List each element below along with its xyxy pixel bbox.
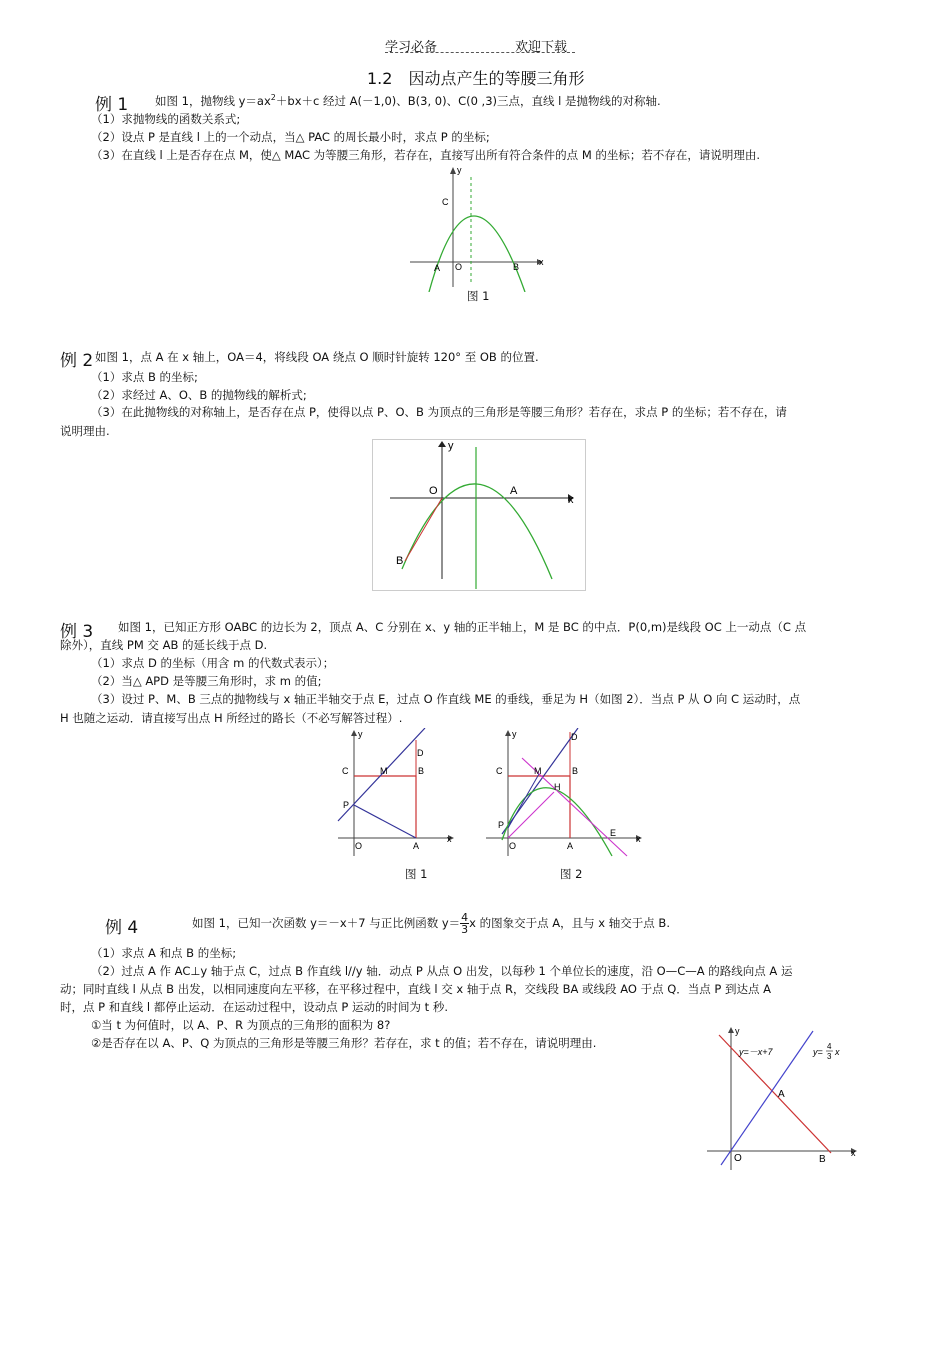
ex4-stem-a: 如图 1，已知一次函数 y＝－x＋7 与正比例函数 y＝ [192, 916, 461, 930]
ex4-label: 例 4 [105, 918, 139, 938]
ex3-fig1-M: M [380, 766, 388, 776]
ex3-fig1-x: x [447, 834, 452, 844]
ex1-fig-O: O [455, 262, 463, 272]
ex2-figure [372, 439, 586, 591]
ex4-fig-line2-a: y= [813, 1047, 823, 1057]
ex3-fig2-C: C [496, 766, 503, 776]
ex2-q3: （3）在此抛物线的对称轴上，是否存在点 P，使得以点 P、O、B 为顶点的三角形是等腰三角形？若存在，求点 P 的坐标；若不存在，请 [91, 405, 787, 419]
header-divider [385, 52, 575, 53]
ex4-frac-num: 4 [461, 911, 469, 924]
ex4-fig-O: O [734, 1153, 742, 1164]
ex1-stem-sup: 2 [270, 93, 276, 102]
ex3-fig2-H: H [554, 782, 561, 792]
ex4-fig-line1: y=－x+7 [739, 1047, 773, 1057]
ex4-fig-frac-n: 4 [827, 1042, 832, 1051]
ex3-stem2: 除外），直线 PM 交 AB 的延长线于点 D. [60, 638, 268, 652]
ex3-fig1-P: P [343, 800, 350, 810]
ex1-fig-x: x [539, 257, 544, 267]
ex4-q2b: 动；同时直线 l 从点 B 出发，以相同速度向左平移，在平移过程中，直线 l 交 x 轴于点 R，交线段 BA 或线段 AO 于点 Q．当点 P 到达点 A [60, 982, 772, 996]
ex4-stem [192, 909, 670, 937]
ex2-q2: （2）求经过 A、O、B 的抛物线的解析式; [91, 388, 307, 402]
ex4-q2c: 时，点 P 和直线 l 都停止运动．在运动过程中，设动点 P 运动的时间为 t 秒. [60, 1000, 448, 1014]
ex3-fig2-y: y [512, 729, 517, 739]
ex2-q1: （1）求点 B 的坐标; [91, 370, 198, 384]
ex2-q3b: 说明理由. [60, 424, 110, 438]
ex4-q2: （2）过点 A 作 AC⊥y 轴于点 C，过点 B 作直线 l//y 轴．动点 P 从点 O 出发，以每秒 1 个单位长的速度，沿 O—C—A 的路线向点 A 运 [91, 964, 793, 978]
ex3-figure-2 [482, 728, 644, 860]
page-title: 1.2 因动点产生的等腰三角形 [367, 69, 585, 88]
ex1-fig-A: A [434, 263, 441, 273]
ex2-label: 例 2 [60, 351, 94, 371]
ex3-fig1-y: y [358, 729, 363, 739]
ex3-fig2-E: E [610, 828, 617, 838]
ex1-q2: （2）设点 P 是直线 l 上的一个动点，当△ PAC 的周长最小时，求点 P 的坐标; [91, 130, 490, 144]
ex3-label: 例 3 [60, 622, 94, 642]
ex4-s1: ①当 t 为何值时，以 A、P、R 为顶点的三角形的面积为 8? [91, 1018, 391, 1032]
ex3-caption-2: 图 2 [560, 867, 583, 881]
ex3-fig2-A: A [567, 841, 574, 851]
ex3-figure-1 [330, 728, 455, 860]
ex2-stem: 如图 1，点 A 在 x 轴上，OA＝4，将线段 OA 绕点 O 顺时针旋转 120° 至 OB 的位置. [95, 350, 539, 364]
ex4-q1: （1）求点 A 和点 B 的坐标; [91, 946, 237, 960]
ex1-stem [155, 94, 661, 110]
ex3-caption-1: 图 1 [405, 867, 428, 881]
ex1-stem-a: 如图 1，抛物线 y＝ax [155, 94, 271, 108]
ex3-stem: 如图 1，已知正方形 OABC 的边长为 2，顶点 A、C 分别在 x、y 轴的正半轴上，M 是 BC 的中点．P(0,m)是线段 OC 上一动点（C 点 [118, 620, 807, 634]
header-left: 学习必备 [385, 40, 438, 55]
ex4-frac-den: 3 [461, 923, 469, 936]
ex4-fig-x: x [851, 1148, 856, 1158]
ex4-fig-y: y [735, 1026, 740, 1036]
ex2-fig-A: A [510, 485, 518, 497]
ex3-fig1-D: D [417, 748, 424, 758]
ex1-fig-y: y [457, 165, 462, 175]
ex3-fig2-D: D [571, 732, 578, 742]
ex3-q3b: H 也随之运动．请直接写出点 H 所经过的路长（不必写解答过程）. [60, 711, 403, 725]
ex4-fraction [460, 912, 469, 935]
ex4-stem-b: x 的图象交于点 A，且与 x 轴交于点 B. [469, 916, 670, 930]
ex3-fig2-O: O [509, 841, 517, 851]
ex4-fig-B: B [819, 1154, 826, 1165]
ex3-fig1-C: C [342, 766, 349, 776]
ex3-fig2-P: P [498, 820, 505, 830]
ex3-fig2-M: M [534, 766, 542, 776]
ex2-fig-y: y [448, 440, 454, 452]
ex3-fig1-B: B [418, 766, 425, 776]
ex1-fig-B: B [513, 262, 520, 272]
ex4-fig-frac-d: 3 [827, 1052, 832, 1061]
ex3-fig1-O: O [355, 841, 363, 851]
ex1-caption: 图 1 [467, 289, 490, 303]
ex1-figure [405, 162, 555, 292]
ex3-q1: （1）求点 D 的坐标（用含 m 的代数式表示）； [91, 656, 335, 670]
ex4-s2: ②是否存在以 A、P、Q 为顶点的三角形是等腰三角形？若存在，求 t 的值；若不存在，请说明理由. [91, 1036, 597, 1050]
ex1-fig-C: C [442, 197, 449, 207]
ex3-fig1-A: A [413, 841, 420, 851]
ex1-q3: （3）在直线 l 上是否存在点 M，使△ MAC 为等腰三角形，若存在，直接写出所有符合条件的点 M 的坐标；若不存在，请说明理由. [91, 148, 761, 162]
ex4-fig-line2-b: x [835, 1047, 840, 1057]
ex2-fig-x: x [568, 494, 574, 506]
ex2-fig-O: O [429, 485, 438, 497]
ex1-q1: （1）求抛物线的函数关系式; [91, 112, 241, 126]
ex2-fig-B: B [396, 555, 404, 567]
ex4-figure [705, 1025, 860, 1173]
ex4-fig-A: A [778, 1089, 785, 1100]
ex3-fig2-B: B [572, 766, 579, 776]
ex1-stem-b: ＋bx＋c 经过 A(－1,0)、B(3, 0)、C(0 ,3)三点，直线 l 是抛物线的对称轴. [275, 94, 661, 108]
ex3-q3: （3）设过 P、M、B 三点的抛物线与 x 轴正半轴交于点 E，过点 O 作直线 ME 的垂线，垂足为 H（如图 2）．当点 P 从 O 向 C 运动时，点 [91, 692, 801, 706]
ex1-label: 例 1 [95, 95, 129, 115]
ex3-q2: （2）当△ APD 是等腰三角形时，求 m 的值; [91, 674, 322, 688]
header-right: 欢迎下载 [515, 40, 568, 55]
ex3-fig2-x: x [636, 834, 641, 844]
